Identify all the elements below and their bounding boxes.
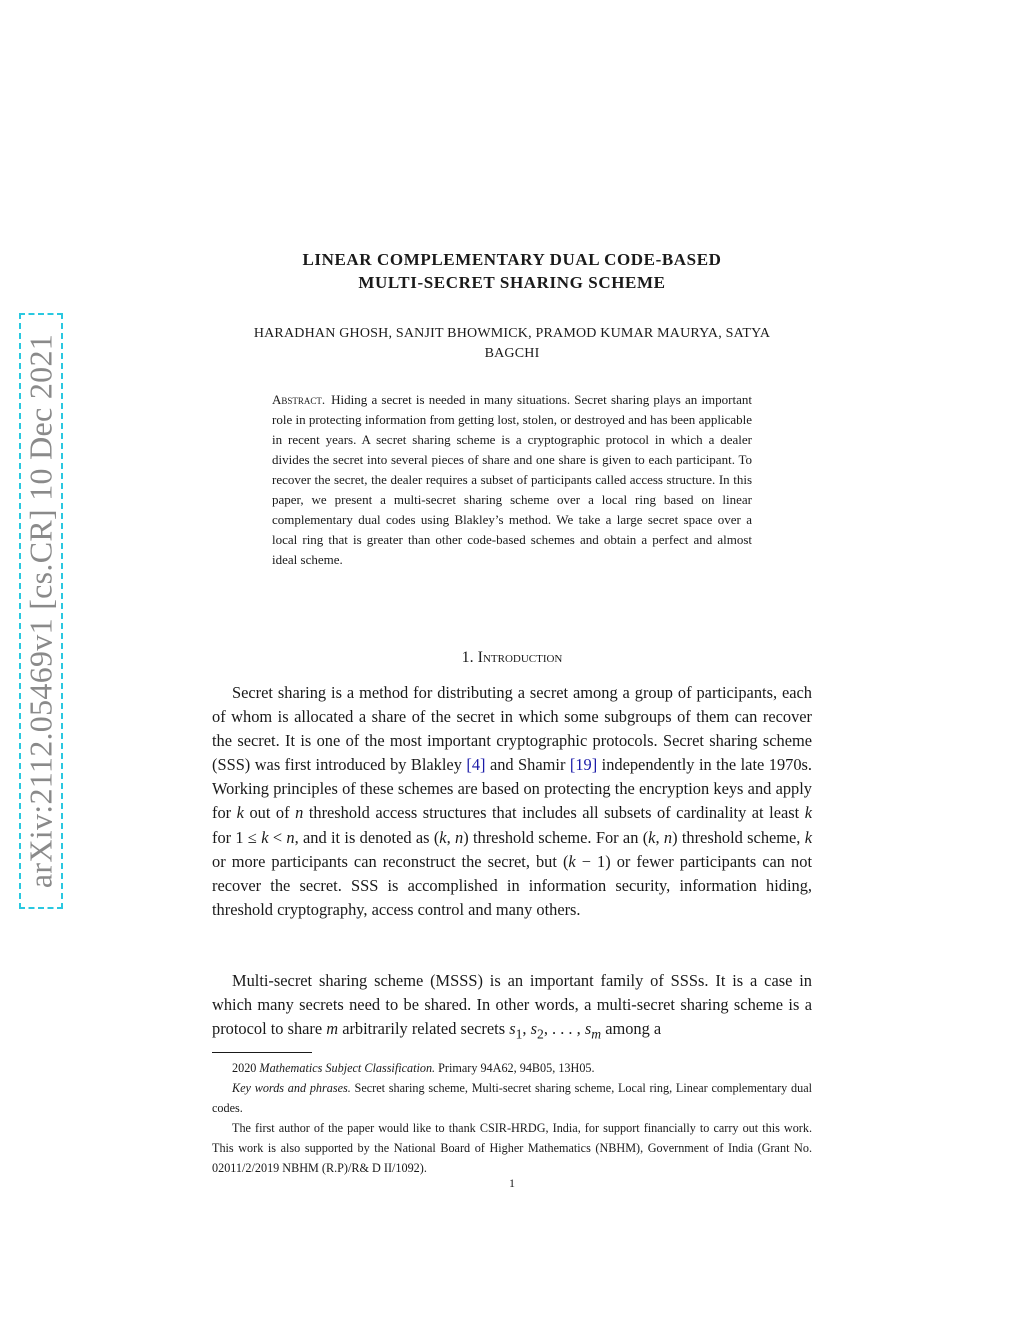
keywords-footnote: Key words and phrases. Secret sharing scheme, Multi-secret sharing scheme, Local ring, Linear complementary dual codes. <box>212 1081 812 1115</box>
abstract-text: Hiding a secret is needed in many situations. Secret sharing plays an important role in protecting information from getting lost, stolen, or destroyed and has been applicable in recent years. A secret sharing scheme is a cryptographic protocol in which a dealer divides the secret into several pieces of share and one share is given to each participant. To recover the secret, the dealer requires a subset of participants called access structure. In this paper, we present a multi-secret sharing scheme over a local ring based on linear complementary dual codes using Blakley’s method. We take a large secret space over a local ring that is greater than other code-based schemes and obtain a perfect and almost ideal scheme. <box>272 392 752 567</box>
citation-link-19[interactable]: [19] <box>569 755 598 775</box>
authors-line-1: HARADHAN GHOSH, SANJIT BHOWMICK, PRAMOD KUMAR MAURYA, SATYA <box>253 326 771 341</box>
paragraph-text: Secret sharing is a method for distributing a secret among a group of participants, each of whom is allocated a share of the secret in which some subgroups of them can recover the secret. It is one of the most important cryptographic protocols. Secret sharing scheme (SSS) was first introduced by Blakley [4] and Shamir [19] independently in the late 1970s. Working principles of these schemes are based on protecting the encryption keys and apply for k out of n threshold access structures that includes all subsets of cardinality at least k for 1 ≤ k < n, and it is denoted as (k, n) threshold scheme. For an (k, n) threshold scheme, k or more participants can reconstruct the secret, but (k − 1) or fewer participants can not recover the secret. SSS is accomplished in information security, information hiding, threshold cryptography, access control and many others. <box>212 683 813 919</box>
paper-title <box>212 248 812 294</box>
citation-link-4[interactable]: [4] <box>466 755 486 775</box>
msc-footnote: 2020 Mathematics Subject Classification. Primary 94A62, 94B05, 13H05. <box>232 1061 595 1075</box>
author-list <box>212 324 812 364</box>
footnote-rule <box>212 1052 312 1053</box>
section-number: 1. <box>461 649 474 666</box>
footnotes <box>212 1058 812 1178</box>
intro-paragraph-2 <box>212 969 812 1047</box>
intro-paragraph-1 <box>212 681 812 922</box>
section-heading <box>212 649 812 667</box>
page-number: 1 <box>509 1176 515 1190</box>
title-line-1: LINEAR COMPLEMENTARY DUAL CODE-BASED <box>302 250 722 269</box>
paragraph-text: Multi-secret sharing scheme (MSSS) is an important family of SSSs. It is a case in which many secrets need to be shared. In other words, a multi-secret sharing scheme is a protocol to share m arbitrarily related secrets $s_1$, $s_2$, . . . , $s_m$ among a <box>212 971 812 1042</box>
title-line-2: MULTI-SECRET SHARING SCHEME <box>358 273 666 292</box>
abstract <box>272 390 752 570</box>
section-title: Introduction <box>477 649 563 666</box>
arxiv-identifier: arXiv:2112.05469v1 [cs.CR] 10 Dec 2021 <box>22 333 59 889</box>
abstract-label: Abstract. <box>272 392 326 407</box>
acknowledgement-footnote: The first author of the paper would like to thank CSIR-HRDG, India, for support financially to carry out this work. This work is also supported by the National Board of Higher Mathematics (NBHM), Government of India (Grant No. 02011/2/2019 NBHM (R.P)/R& D II/1092). <box>212 1121 812 1175</box>
authors-line-2: BAGCHI <box>484 346 540 361</box>
